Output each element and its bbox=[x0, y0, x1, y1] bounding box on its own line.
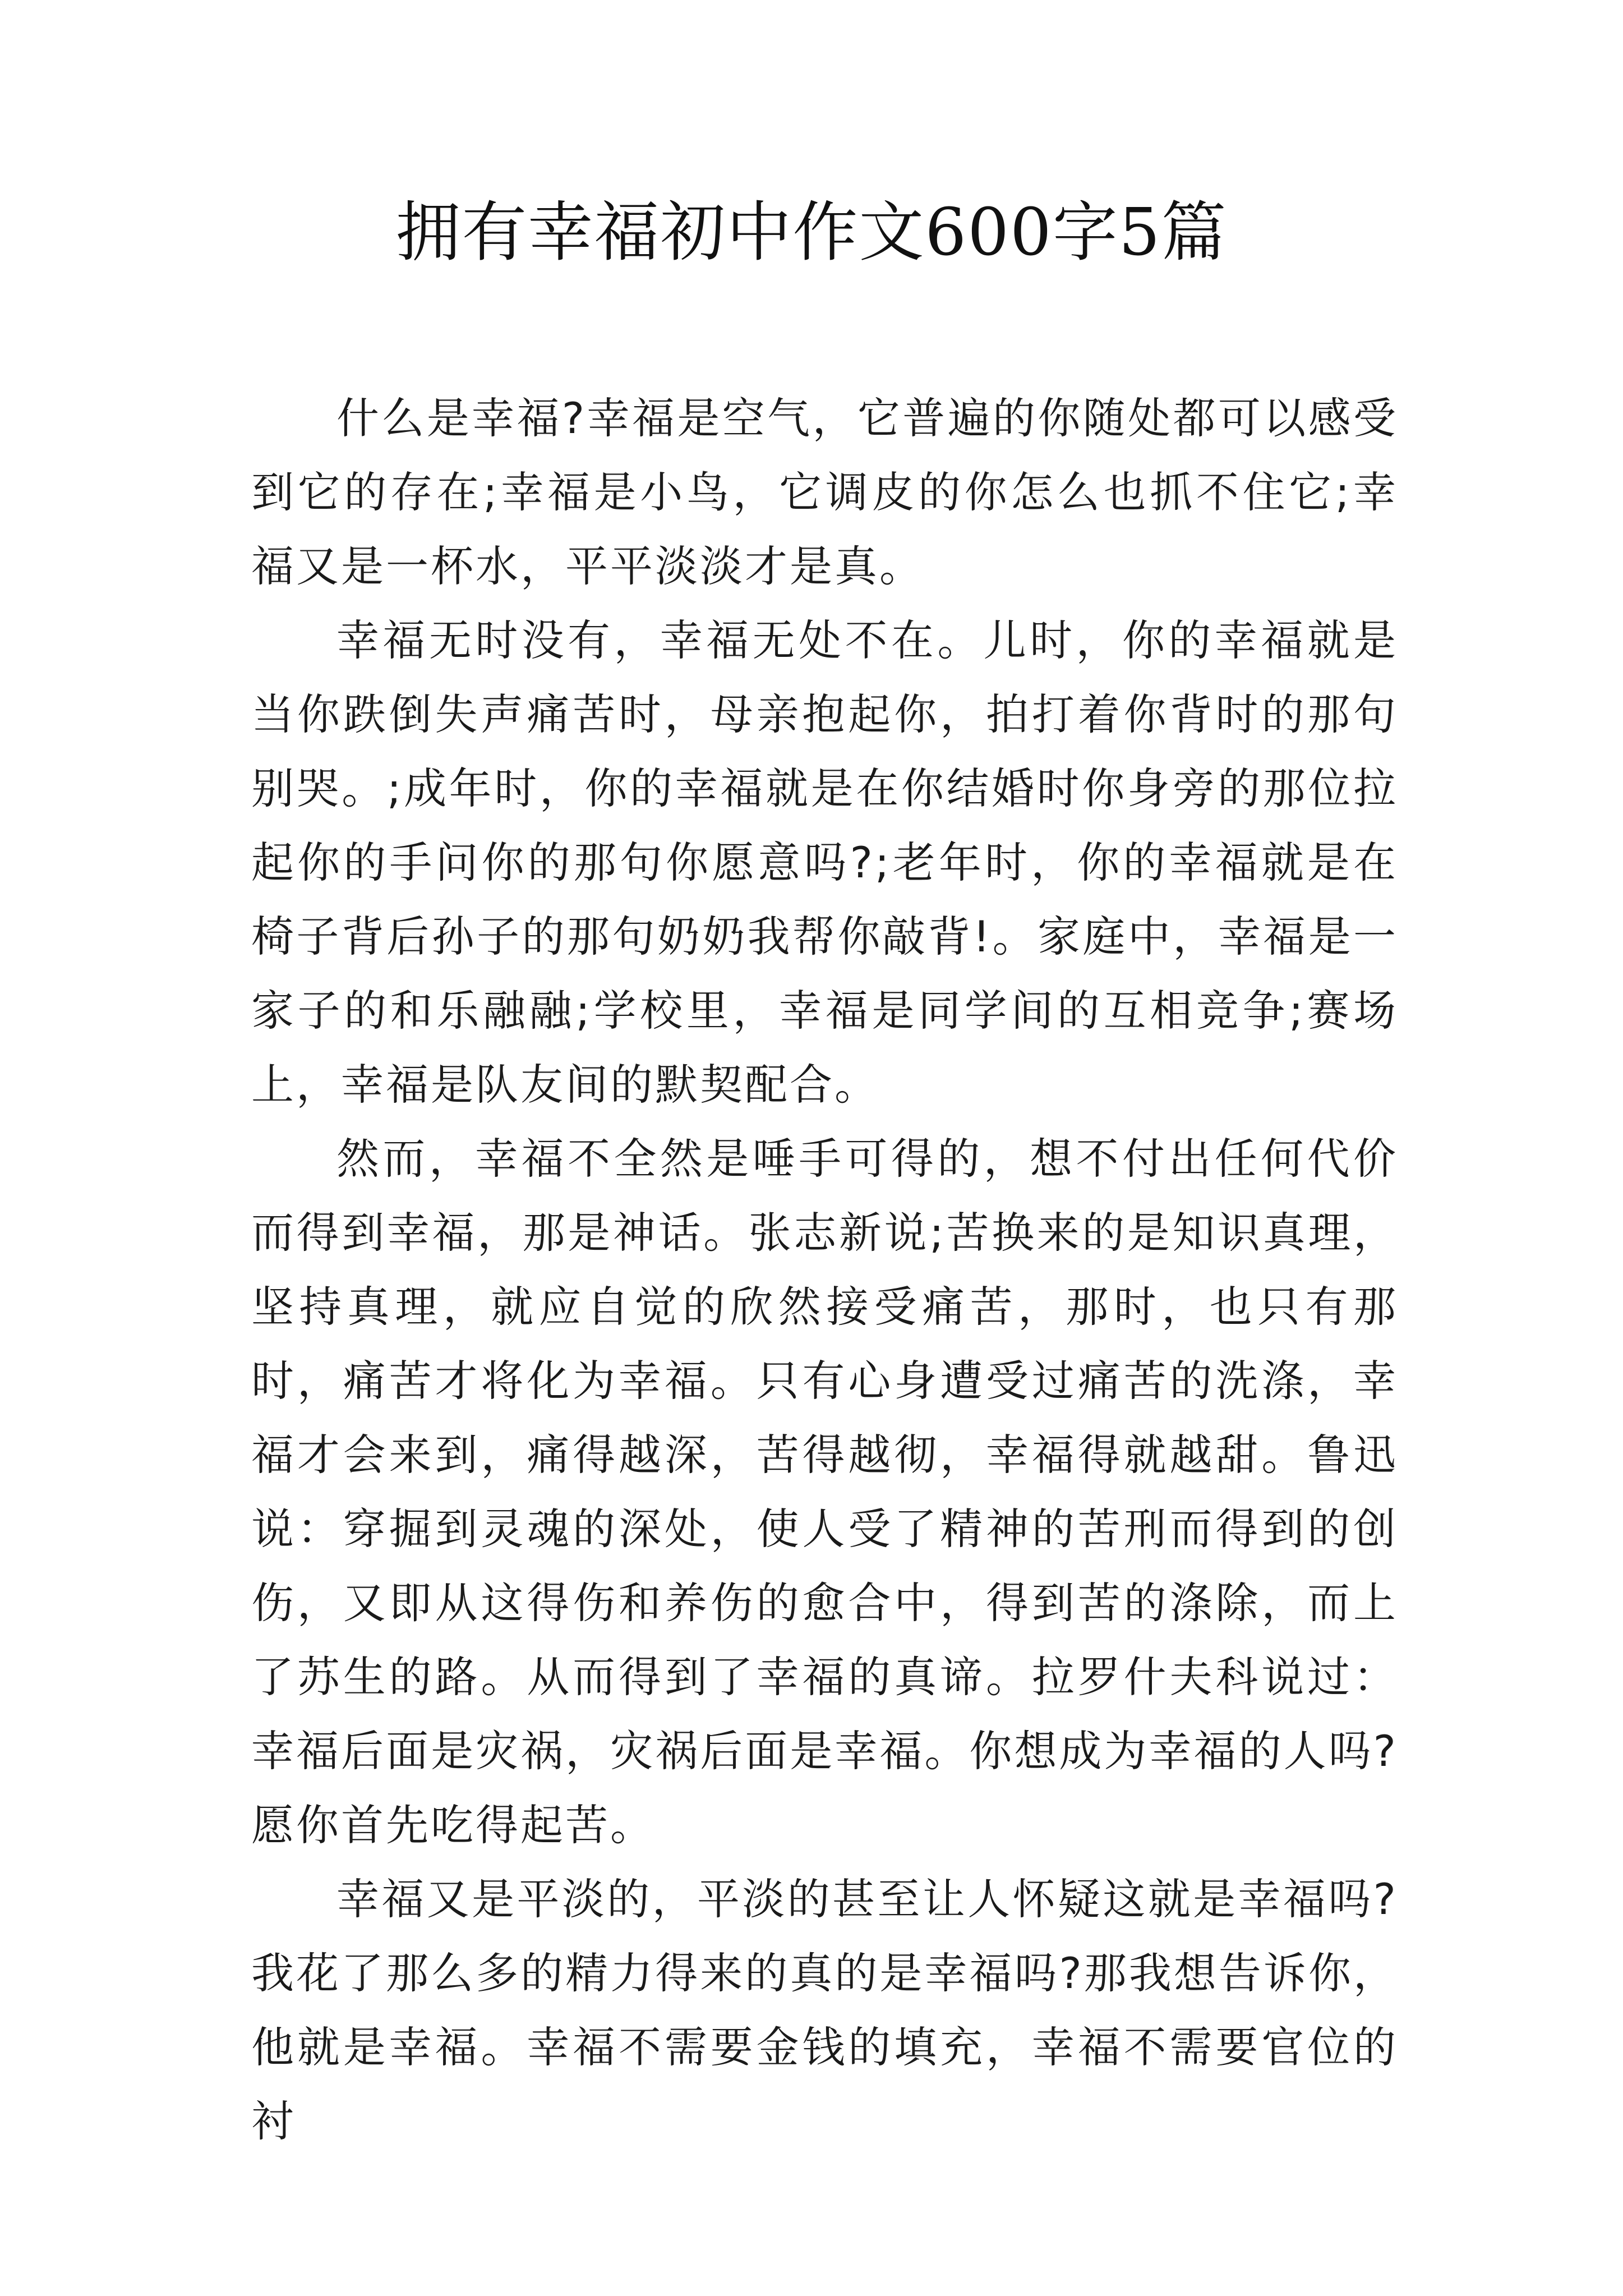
document-body bbox=[251, 381, 1398, 2159]
paragraph-3: 然而，幸福不全然是唾手可得的，想不付出任何代价而得到幸福，那是神话。张志新说;苦换来的是知识真理，坚持真理，就应自觉的欣然接受痛苦，那时，也只有那时，痛苦才将化为幸福。只有心身遭受过痛苦的洗涤，幸福才会来到，痛得越深，苦得越彻，幸福得就越甜。鲁迅说：穿掘到灵魂的深处，使人受了精神的苦刑而得到的创伤，又即从这得伤和养伤的愈合中，得到苦的涤除，而上了苏生的路。从而得到了幸福的真谛。拉罗什夫科说过：幸福后面是灾祸，灾祸后面是幸福。你想成为幸福的人吗?愿你首先吃得起苦。 bbox=[251, 1134, 1398, 1850]
document-title: 拥有幸福初中作文600字5篇 bbox=[395, 195, 1228, 270]
paragraph-4: 幸福又是平淡的，平淡的甚至让人怀疑这就是幸福吗?我花了那么多的精力得来的真的是幸福吗?那我想告诉你，他就是幸福。幸福不需要金钱的填充，幸福不需要官位的衬 bbox=[251, 1874, 1398, 2146]
paragraph-2: 幸福无时没有，幸福无处不在。儿时，你的幸福就是当你跌倒失声痛苦时，母亲抱起你，拍打着你背时的那句别哭。;成年时，你的幸福就是在你结婚时你身旁的那位拉起你的手问你的那句你愿意吗?;老年时，你的幸福就是在椅子背后孙子的那句奶奶我帮你敲背!。家庭中，幸福是一家子的和乐融融;学校里，幸福是同学间的互相竞争;赛场上，幸福是队友间的默契配合。 bbox=[251, 615, 1398, 1110]
paragraph-1: 什么是幸福?幸福是空气，它普遍的你随处都可以感受到它的存在;幸福是小鸟，它调皮的你怎么也抓不住它;幸福又是一杯水，平平淡淡才是真。 bbox=[251, 393, 1398, 591]
